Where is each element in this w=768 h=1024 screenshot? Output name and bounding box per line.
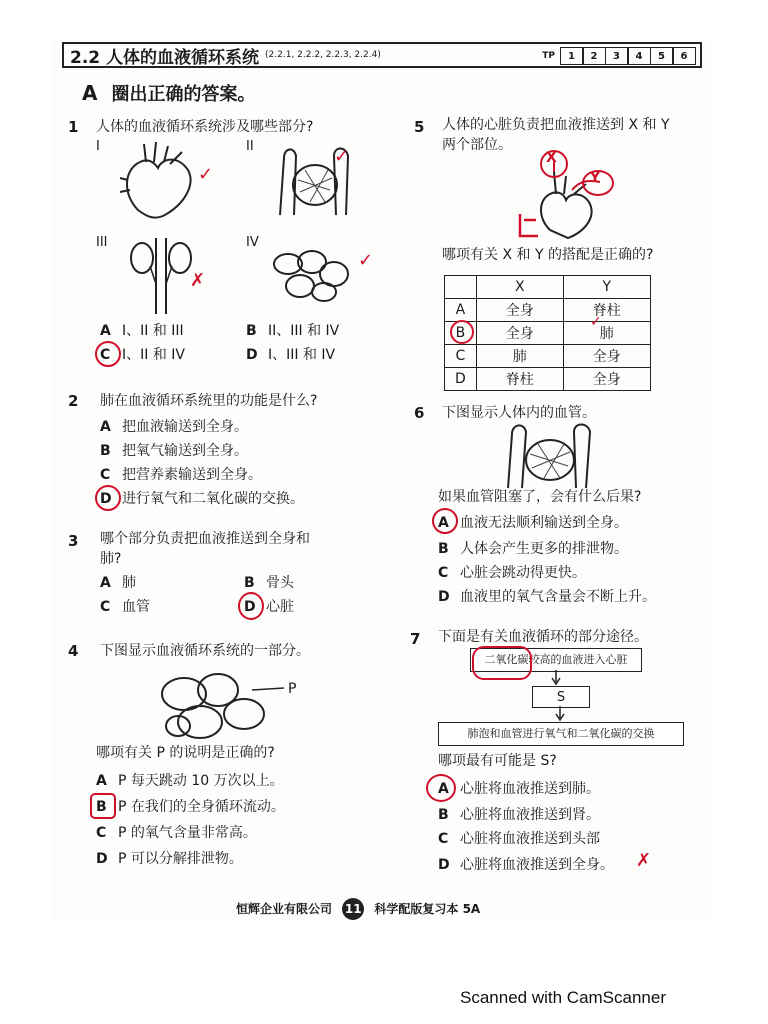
option-key: D	[246, 347, 258, 363]
option-text: 骨头	[266, 575, 294, 591]
answer-circle	[90, 793, 116, 819]
tp-boxes	[542, 47, 696, 65]
q4-text: 下图显示血液循环系统的一部分。	[100, 643, 310, 659]
q3-text-line1: 哪个部分负责把血液推送到全身和	[100, 531, 310, 547]
option-text: P 的氧气含量非常高。	[118, 825, 257, 841]
table-header-cell: Y	[563, 276, 650, 299]
q3-number: 3	[68, 532, 79, 550]
table-cell: 肺	[563, 322, 650, 345]
pen-check-mark: ✓	[334, 146, 350, 167]
q1-text: 人体的血液循环系统涉及哪些部分?	[96, 119, 314, 135]
q4-option-c[interactable]	[96, 822, 257, 842]
q1-number: 1	[68, 118, 79, 136]
table-cell: 脊柱	[563, 299, 650, 322]
table-cell: C	[445, 345, 477, 368]
option-text: 心脏	[266, 599, 294, 615]
kidneys-illustration	[126, 236, 196, 316]
option-text: 人体会产生更多的排泄物。	[460, 541, 628, 557]
option-key: C	[96, 825, 107, 841]
table-cell: 全身	[563, 368, 650, 391]
q4-number: 4	[68, 642, 79, 660]
table-row[interactable]	[445, 368, 651, 391]
blood-cells-diagram	[156, 664, 306, 744]
table-row[interactable]	[445, 299, 651, 322]
answer-circle	[95, 485, 121, 511]
q1-option-b[interactable]	[246, 320, 339, 340]
option-key: C	[100, 599, 111, 615]
table-header-cell	[445, 276, 477, 299]
tp-box: 5	[650, 47, 674, 65]
handwritten-x: X	[546, 150, 557, 166]
q1-option-d[interactable]	[246, 344, 335, 364]
q5-text-line1: 人体的心脏负责把血液推送到 X 和 Y	[442, 117, 670, 133]
pen-circle-annotation	[472, 646, 532, 680]
q1-label-4: IV	[246, 235, 259, 250]
q6-number: 6	[414, 404, 425, 422]
table-cell: 肺	[476, 345, 563, 368]
option-text: 心脏会跳动得更快。	[460, 565, 586, 581]
q7-option-c[interactable]	[438, 828, 600, 848]
option-key: B	[246, 323, 257, 339]
answer-circle	[426, 774, 456, 802]
option-text: 心脏将血液推送到肺。	[460, 781, 600, 797]
section-letter: A	[82, 81, 98, 105]
option-text: 把营养素输送到全身。	[122, 467, 262, 483]
table-header-row	[445, 276, 651, 299]
table-header-cell: X	[476, 276, 563, 299]
option-key: D	[438, 589, 450, 605]
red-blood-cells-illustration	[270, 244, 360, 304]
option-text: 心脏将血液推送到头部	[460, 831, 600, 847]
q6-option-b[interactable]	[438, 538, 628, 558]
q1-option-a[interactable]	[100, 320, 184, 340]
option-key: D	[438, 857, 450, 873]
option-key: C	[100, 347, 111, 363]
q4-option-a[interactable]	[96, 770, 284, 790]
option-key: D	[244, 599, 256, 615]
option-key: B	[438, 541, 449, 557]
q5-question: 哪项有关 X 和 Y 的搭配是正确的?	[442, 247, 654, 263]
handwritten-y: Y	[590, 170, 601, 186]
page-number: 11	[342, 898, 364, 920]
q1-label-2: II	[246, 139, 254, 154]
option-key: D	[100, 491, 112, 507]
q3-option-b[interactable]	[244, 572, 294, 592]
q5-answer-table	[444, 275, 651, 391]
option-text: 进行氧气和二氧化碳的交换。	[122, 491, 304, 507]
option-text: II、III 和 IV	[268, 323, 340, 339]
q2-text: 肺在血液循环系统里的功能是什么?	[100, 393, 318, 409]
option-text: I、II 和 IV	[122, 347, 185, 363]
option-text: 把氧气输送到全身。	[122, 443, 248, 459]
arrow-down-icon	[554, 706, 566, 722]
pen-check-mark: ✓	[198, 164, 214, 185]
page-footer	[236, 898, 480, 920]
q2-option-c[interactable]	[100, 464, 262, 484]
answer-circle	[432, 508, 458, 534]
option-key: B	[96, 799, 107, 815]
flow-step-1: 二氧化碳较高的血液进入心脏	[470, 648, 642, 672]
q7-number: 7	[410, 630, 421, 648]
option-key: A	[96, 773, 107, 789]
q2-option-d[interactable]	[100, 488, 304, 508]
tp-box: 3	[605, 47, 629, 65]
chapter-title: 2.2 人体的血液循环系统	[70, 47, 260, 68]
q1-label-3: III	[96, 235, 108, 250]
q6-option-a[interactable]	[438, 512, 628, 532]
option-key: C	[438, 565, 449, 581]
q2-option-b[interactable]	[100, 440, 248, 460]
option-text: I、II 和 III	[122, 323, 184, 339]
table-cell: B	[445, 322, 477, 345]
publisher-name: 恒辉企业有限公司	[236, 902, 333, 916]
option-text: 血液里的氧气含量会不断上升。	[460, 589, 656, 605]
table-row[interactable]	[445, 322, 651, 345]
q7-option-d[interactable]	[438, 854, 614, 874]
scanner-watermark: Scanned with CamScanner	[460, 988, 667, 1007]
option-key: A	[100, 419, 111, 435]
q3-text-line2: 肺?	[100, 551, 122, 567]
q3-option-c[interactable]	[100, 596, 150, 616]
option-key: A	[100, 323, 111, 339]
option-text: P 可以分解排泄物。	[118, 851, 243, 867]
q7-option-a[interactable]	[438, 778, 600, 798]
q7-text: 下面是有关血液循环的部分途径。	[438, 629, 648, 645]
q6-question: 如果血管阻塞了，会有什么后果?	[438, 489, 642, 505]
q1-label-1: I	[96, 139, 100, 154]
label-p: P	[288, 681, 297, 697]
pen-cross-mark: ✗	[190, 270, 206, 291]
chapter-codes: (2.2.1, 2.2.2, 2.2.3, 2.2.4)	[265, 50, 381, 60]
option-key: B	[100, 443, 111, 459]
arrow-down-icon	[550, 670, 562, 686]
section-instruction: 圈出正确的答案。	[111, 84, 256, 105]
tp-label: TP	[542, 51, 555, 61]
option-text: P 每天跳动 10 万次以上。	[118, 773, 284, 789]
q5-text-line2: 两个部位。	[442, 137, 512, 153]
option-text: 血管	[122, 599, 150, 615]
section-heading	[82, 80, 255, 106]
pen-cross-mark: ✗	[636, 850, 652, 871]
q5-number: 5	[414, 118, 425, 136]
tp-box: 4	[627, 47, 651, 65]
q7-option-b[interactable]	[438, 804, 600, 824]
q6-text: 下图显示人体内的血管。	[442, 405, 596, 421]
q6-option-d[interactable]	[438, 586, 656, 606]
option-key: C	[438, 831, 449, 847]
table-cell: 全身	[563, 345, 650, 368]
table-cell: A	[445, 299, 477, 322]
option-text: 血液无法顺利输送到全身。	[460, 515, 628, 531]
q3-option-a[interactable]	[100, 572, 136, 592]
option-key: D	[96, 851, 108, 867]
option-text: 心脏将血液推送到肾。	[460, 807, 600, 823]
option-text: 肺	[122, 575, 136, 591]
option-text: 把血液输送到全身。	[122, 419, 248, 435]
table-cell: 脊柱	[476, 368, 563, 391]
q6-option-c[interactable]	[438, 562, 586, 582]
answer-circle	[450, 320, 474, 344]
q4-option-b[interactable]	[96, 796, 285, 816]
option-key: A	[438, 781, 449, 797]
option-key: A	[100, 575, 111, 591]
q4-question: 哪项有关 P 的说明是正确的?	[96, 745, 275, 761]
pen-check-mark: ✓	[590, 314, 602, 330]
option-key: B	[438, 807, 449, 823]
tp-box: 1	[560, 47, 584, 65]
option-text: 心脏将血液推送到全身。	[460, 857, 614, 873]
option-key: C	[100, 467, 111, 483]
tp-box: 6	[672, 47, 696, 65]
book-title: 科学配版复习本 5A	[374, 902, 481, 916]
q7-question: 哪项最有可能是 S?	[438, 753, 557, 769]
q2-number: 2	[68, 392, 79, 410]
option-text: P 在我们的全身循环流动。	[118, 799, 285, 815]
flow-step-s: S	[532, 686, 590, 708]
tp-box: 2	[582, 47, 606, 65]
option-key: B	[244, 575, 255, 591]
worksheet-header	[62, 42, 702, 68]
pen-check-mark: ✓	[358, 250, 374, 271]
flow-step-3: 肺泡和血管进行氧气和二氧化碳的交换	[438, 722, 684, 746]
blood-vessel-illustration	[500, 420, 600, 490]
table-row[interactable]	[445, 345, 651, 368]
answer-circle	[238, 592, 264, 620]
option-key: A	[438, 515, 449, 531]
table-cell: 全身	[476, 322, 563, 345]
q4-option-d[interactable]	[96, 848, 243, 868]
heart-illustration	[118, 140, 198, 220]
table-cell: D	[445, 368, 477, 391]
table-cell: 全身	[476, 299, 563, 322]
answer-circle	[95, 341, 121, 367]
q2-option-a[interactable]	[100, 416, 248, 436]
option-text: I、III 和 IV	[268, 347, 336, 363]
